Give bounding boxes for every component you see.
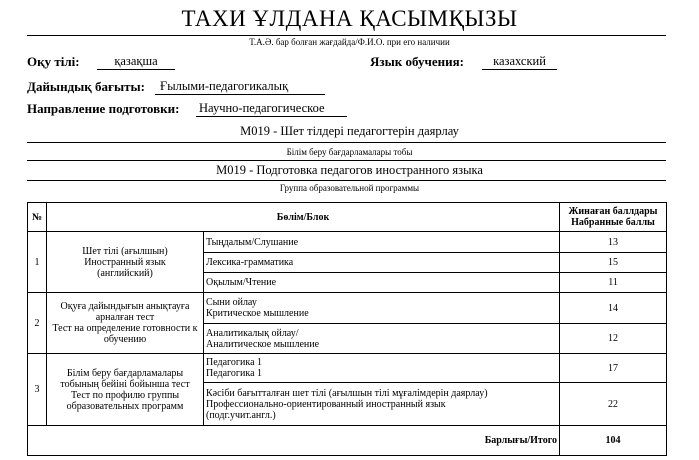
section-cell [204,324,560,354]
section-cell: Тыңдалым/Слушание [204,232,560,253]
program-kz-caption: Білім беру бағдарламалары тобы [286,147,413,157]
score-cell: 13 [560,232,667,253]
header-score-ru: Набранные баллы [571,217,655,228]
section-kz: Сыни ойлау [206,297,257,308]
score-cell: 17 [560,354,667,383]
lang-ru-label: Язык обучения: [370,54,464,69]
score-cell: 11 [560,273,667,293]
group-title-kz: Шет тілі (ағылшын) [82,245,168,257]
group-title [47,293,204,354]
score-cell: 14 [560,293,667,324]
group-title-kz: Білім беру бағдарламалары тобының бейіні бойынша тест [60,367,190,390]
group-title [47,232,204,293]
header-section: Бөлім/Блок [47,203,560,232]
section-cell: Лексика-грамматика [204,253,560,273]
section-ru: Аналитическое мышление [206,338,320,350]
group-title-ru: Тест на определение готовности к обучению [52,323,198,345]
group-title [47,354,204,426]
total-row [28,426,667,456]
score-cell: 12 [560,324,667,354]
table-header-row [28,203,667,232]
program-ru-rule [27,180,666,181]
dir-kz-label: Дайындық бағыты: [27,79,145,94]
scores-table [27,202,667,456]
group-no: 3 [28,354,47,426]
section-cell [204,383,560,426]
table-row [28,293,667,324]
program-ru-caption: Группа образовательной программы [279,183,420,193]
name-underline [27,35,666,36]
section-ru: Критическое мышление [206,308,309,319]
table-row [28,354,667,383]
lang-kz-value: қазақша [97,54,175,70]
program-ru-name: M019 - Подготовка педагогов иностранного языка [216,163,483,177]
table-row [28,232,667,253]
group-title-kz: Оқуға дайындығын анықтауға арналған тест [60,301,190,323]
group-title-extra: (английский) [97,267,153,279]
group-title-ru: Иностранный язык [84,256,166,268]
section-ru: Педагогика 1 [206,368,263,379]
dir-kz-value: Ғылыми-педагогикалық [155,79,325,95]
dir-ru-value: Научно-педагогическое [196,101,347,117]
dir-ru-label: Направление подготовки: [27,101,180,116]
name-caption: Т.А.Ә. бар болған жағдайда/Ф.И.О. при его наличии [249,37,450,47]
section-cell [204,293,560,324]
header-no: № [28,203,47,232]
group-title-ru: Тест по профилю группы образовательных программ [66,389,184,412]
program-ru-top-rule [27,160,666,161]
program-kz-rule [27,142,666,143]
section-kz: Кәсіби бағытталған шет тілі (ағылшын тілі мұғалімдерін даярлау) [206,387,488,399]
section-ru: Профессионально-ориентированный иностранный язык [206,398,446,410]
score-cell: 15 [560,253,667,273]
program-kz-name: M019 - Шет тілдері педагогтерін даярлау [240,124,459,138]
lang-kz-label: Оқу тілі: [27,54,80,69]
section-kz: Аналитикалық ойлау/ [206,327,299,339]
full-name: ТАХИ ҰЛДАНА ҚАСЫМҚЫЗЫ [181,6,518,31]
header-score [560,203,667,232]
section-cell [204,354,560,383]
section-kz: Педагогика 1 [206,357,263,368]
total-value: 104 [560,426,667,456]
header-score-kz: Жинаған баллдары [568,206,658,217]
score-cell: 22 [560,383,667,426]
group-no: 1 [28,232,47,293]
group-no: 2 [28,293,47,354]
section-extra: (подг.учит.англ.) [206,409,276,421]
lang-ru-value: казахский [482,54,557,70]
total-label: Барлығы/Итого [28,426,560,456]
section-cell: Оқылым/Чтение [204,273,560,293]
